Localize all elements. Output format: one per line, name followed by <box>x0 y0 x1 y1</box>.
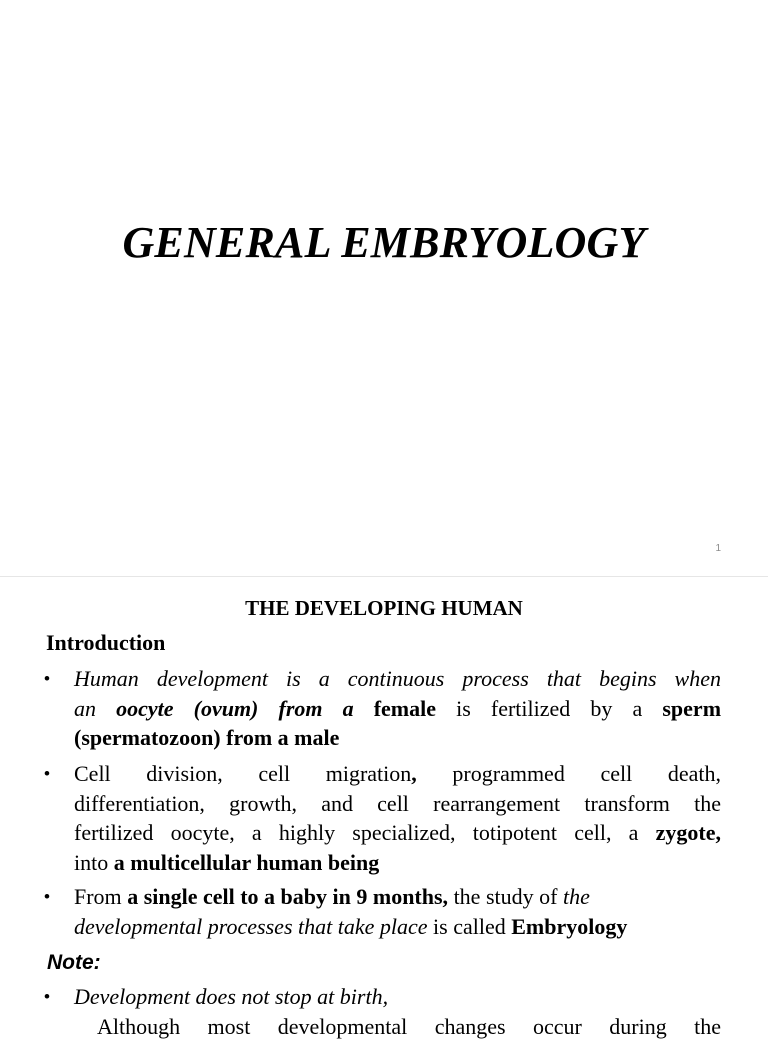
text-run: is fertilized by a <box>456 695 643 721</box>
text-run: oocyte (ovum) from a <box>116 695 354 721</box>
text-run: the study of <box>453 884 558 909</box>
text-run: into <box>74 849 109 875</box>
bullet-marker: • <box>44 887 50 906</box>
text-line: Human development is a continuous process that begins when <box>74 666 721 691</box>
text-run: , <box>411 761 417 786</box>
bullet-marker: • <box>44 669 50 688</box>
text-line <box>74 912 721 942</box>
slide-number: 1 <box>715 543 721 554</box>
text-line: (spermatozoon) from a male <box>74 725 340 750</box>
text-line <box>74 694 721 724</box>
text-run: From <box>74 884 122 909</box>
text-run: zygote, <box>655 820 722 845</box>
text-run: programmed cell death, <box>416 761 721 786</box>
bullet-marker: • <box>44 987 50 1006</box>
text-run: fertilized oocyte, a highly specialized, totipotent cell, a <box>74 820 639 845</box>
text-run: an <box>74 695 96 721</box>
text-run: sperm <box>662 695 722 721</box>
text-line: differentiation, growth, and cell rearrangement transform the <box>74 790 721 816</box>
text-run: a multicellular human being <box>113 849 380 875</box>
text-run: female <box>373 695 436 721</box>
bullet-text <box>74 664 721 753</box>
slide-title: GENERAL EMBRYOLOGY <box>122 218 646 267</box>
bullet-text <box>74 1012 721 1042</box>
text-line <box>74 848 721 878</box>
text-run: the <box>562 884 590 909</box>
text-line: Development does not stop at birth, <box>74 984 389 1009</box>
text-run: a single cell to a baby in 9 months, <box>127 884 449 909</box>
bullet-marker: • <box>44 764 50 783</box>
bullet-text <box>74 882 721 941</box>
text-line <box>74 818 721 848</box>
bullet-text <box>74 759 721 877</box>
content-slide <box>0 577 768 1039</box>
text-run: is called <box>433 913 506 939</box>
text-run: developmental processes that take place <box>74 913 428 939</box>
slide-heading: THE DEVELOPING HUMAN <box>245 596 523 620</box>
text-run: Cell division, cell migration <box>74 761 412 786</box>
text-line: Although most developmental changes occur during the <box>97 1014 721 1039</box>
bullet-text <box>74 982 721 1012</box>
text-line <box>74 882 721 912</box>
section-heading: Introduction <box>46 630 166 655</box>
text-run: Embryology <box>511 913 628 939</box>
text-line <box>74 759 721 789</box>
note-label: Note: <box>47 951 101 974</box>
